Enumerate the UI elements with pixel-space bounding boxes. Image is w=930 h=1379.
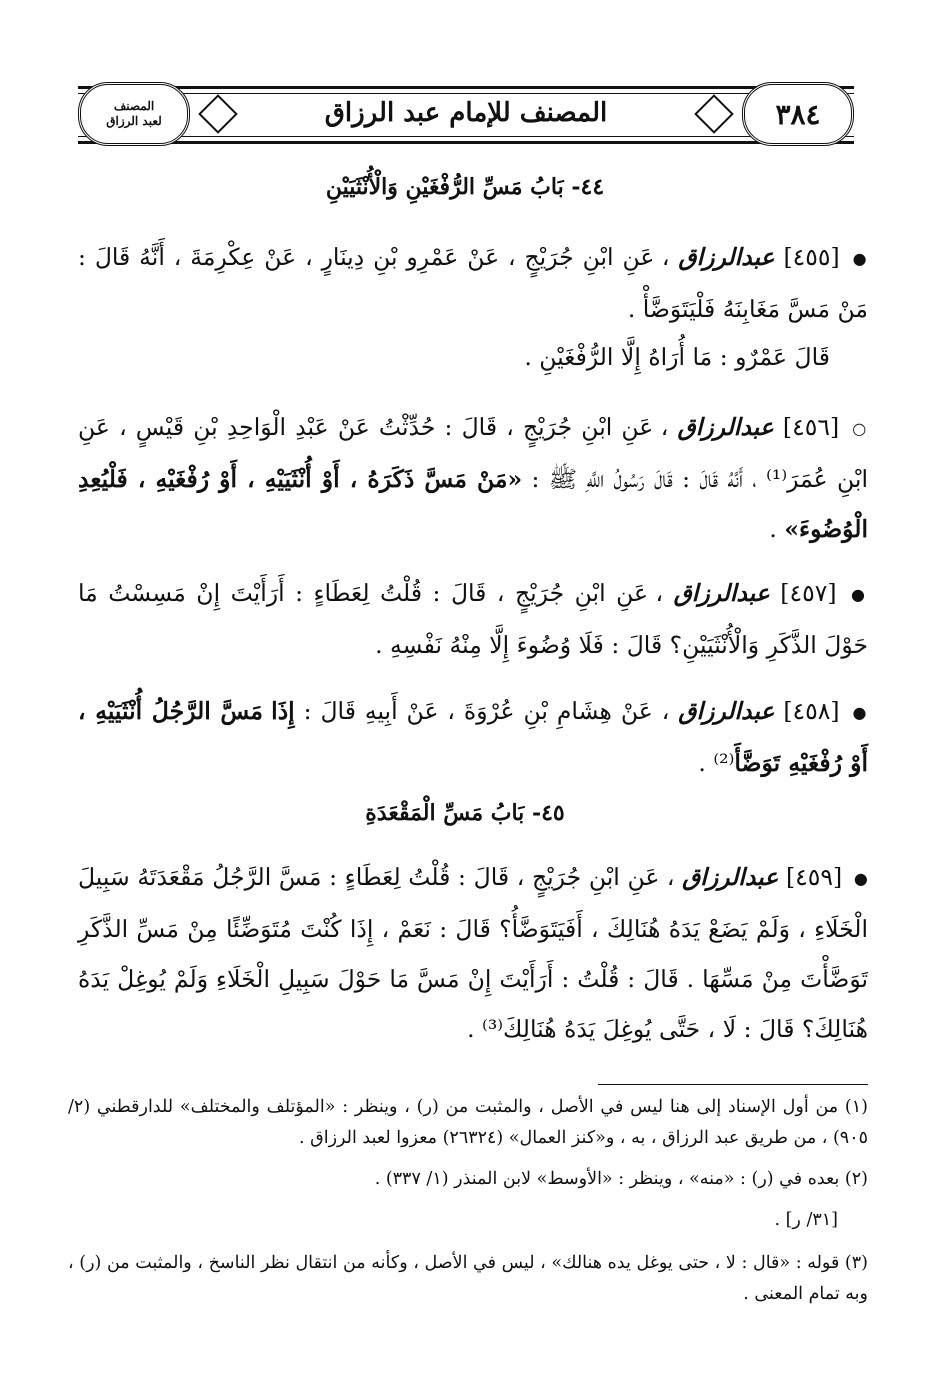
hadith-text: ⁽²⁾ . bbox=[698, 748, 735, 777]
hadith-entry bbox=[78, 232, 868, 334]
page-number: ٣٨٤ bbox=[742, 82, 854, 146]
hadith-number: [٤٥٩] bbox=[785, 863, 843, 891]
hadith-text: . bbox=[769, 514, 777, 543]
emblem-line: المصنف bbox=[113, 99, 155, 113]
footnote-divider bbox=[598, 1084, 868, 1085]
hadith-quote: إِذَا مَسَّ الرَّجُلُ أُنْثَيَيْهِ ، أَوْ رُفْغَيْهِ تَوَضَّأَ bbox=[78, 697, 868, 777]
hadith-number: [٤٥٥] bbox=[783, 243, 840, 271]
hadith-source: عبدالرزاق bbox=[673, 579, 770, 607]
hadith-marker: ● bbox=[851, 584, 868, 604]
footnote: (١) من أول الإسناد إلى هنا ليس في الأصل ، والمثبت من (ر) ، وينظر : «المؤتلف والمختلف» للدارقطني (٢/ ٩٠٥) ، من طريق عبد الرزاق ، به ، و«كنز العمال» (٢٦٣٢٤) معزوا لعبد الرزاق . bbox=[68, 1097, 868, 1148]
hadith-text: ، عَنِ ابْنِ جُرَيْجٍ ، قَالَ : قُلْتُ لِعَطَاءٍ : أَرَأَيْتَ إِنْ مَسِسْتُ مَا حَوْلَ الذَّكَرِ وَالْأُنْثَيَيْنِ؟ قَالَ : فَلَا وُضُوءَ إِلَّا مِنْهُ نَفْسِهِ . bbox=[78, 579, 868, 659]
hadith-entry bbox=[78, 686, 868, 788]
book-title: المصنف للإمام عبد الرزاق bbox=[324, 98, 608, 128]
hadith-number: [٤٥٧] bbox=[780, 579, 837, 607]
hadith-text: ، عَنْ هِشَامِ بْنِ عُرْوَةَ ، عَنْ أَبِيهِ قَالَ : bbox=[303, 697, 670, 725]
hadith-marker: ● bbox=[852, 248, 868, 268]
hadith-number: [٤٥٨] bbox=[783, 697, 840, 725]
hadith-entry bbox=[78, 402, 868, 554]
hadith-note: قَالَ عَمْرٌو : مَا أُرَاهُ إِلَّا الرُّفْغَيْنِ . bbox=[524, 343, 830, 371]
hadith-entry bbox=[78, 852, 868, 1054]
hadith-number: [٤٥٦] bbox=[782, 413, 840, 441]
hadith-source: عبدالرزاق bbox=[678, 697, 775, 725]
page-header bbox=[78, 86, 854, 144]
hadith-quote: «مَنْ مَسَّ ذَكَرَهُ ، أَوْ أُنْثَيَيْهِ ، أَوْ رُفْغَيْهِ ، فَلْيُعِدِ الْوُضُوءَ» bbox=[78, 464, 868, 543]
hadith-source: عبدالرزاق bbox=[677, 413, 774, 441]
emblem-line: لعبد الرزاق bbox=[106, 114, 162, 128]
chapter-heading: ٤٥- بَابُ مَسِّ الْمَقْعَدَةِ bbox=[365, 800, 565, 826]
hadith-marker: ○ bbox=[852, 418, 868, 438]
hadith-source: عبدالرزاق bbox=[678, 243, 775, 271]
hadith-marker: ● bbox=[852, 702, 868, 722]
hadith-entry bbox=[78, 568, 868, 670]
hadith-text: ، عَنِ ابْنِ جُرَيْجٍ ، قَالَ : حُدِّثْتُ عَنْ عَبْدِ الْوَاحِدِ بْنِ قَيْسٍ ، عَنِ ابْنِ عُمَرَ⁽¹⁾ ، أَنَّهُ قَالَ : قَالَ رَسُولُ اللَّهِ ﷺ : bbox=[78, 413, 868, 493]
hadith-text: ، عَنِ ابْنِ جُرَيْجٍ ، قَالَ : قُلْتُ لِعَطَاءٍ : مَسَّ الرَّجُلُ مَقْعَدَتَهُ سَبِيلَ الْخَلَاءِ ، وَلَمْ يَضَعْ يَدَهُ هُنَالِكَ ، أَفَيَتَوَضَّأُ؟ قَالَ : نَعَمْ ، إِذَا كُنْتَ مُتَوَضِّئًا مِنْ مَسِّ الذَّكَرِ تَوَضَّأْتَ مِنْ مَسِّهَا . قَالَ : قُلْتُ : أَرَأَيْتَ إِنْ مَسَّ مَا حَوْلَ سَبِيلِ الْخَلَاءِ وَلَمْ يُوغِلْ يَدَهُ هُنَالِكَ؟ قَالَ : لَا ، حَتَّى يُوغِلَ يَدَهُ هُنَالِكَ⁽³⁾ . bbox=[78, 863, 868, 1043]
footnote: (٢) بعده في (ر) : «منه» ، وينظر : «الأوسط» لابن المنذر (١/ ٣٣٧) . bbox=[374, 1169, 868, 1189]
hadith-source: عبدالرزاق bbox=[682, 863, 779, 891]
hadith-text: ، عَنِ ابْنِ جُرَيْجٍ ، عَنْ عَمْرِو بْنِ دِينَارٍ ، عَنْ عِكْرِمَةَ ، أَنَّهُ قَالَ : مَنْ مَسَّ مَغَابِنَهُ فَلْيَتَوَضَّأْ . bbox=[78, 243, 868, 323]
chapter-heading: ٤٤- بَابُ مَسِّ الرُّفْغَيْنِ وَالْأُنْثَيَيْنِ bbox=[325, 174, 605, 200]
book-emblem bbox=[78, 82, 190, 146]
manuscript-folio-ref: [٣١/ ر] . bbox=[774, 1210, 838, 1230]
footnote: (٣) قوله : «قال : لا ، حتى يوغل يده هنالك» ، ليس في الأصل ، وكأنه من انتقال نظر الناسخ ، والمثبت من (ر) ، وبه تمام المعنى . bbox=[68, 1253, 868, 1304]
footnotes bbox=[68, 1092, 868, 1320]
hadith-marker: ● bbox=[853, 868, 868, 888]
